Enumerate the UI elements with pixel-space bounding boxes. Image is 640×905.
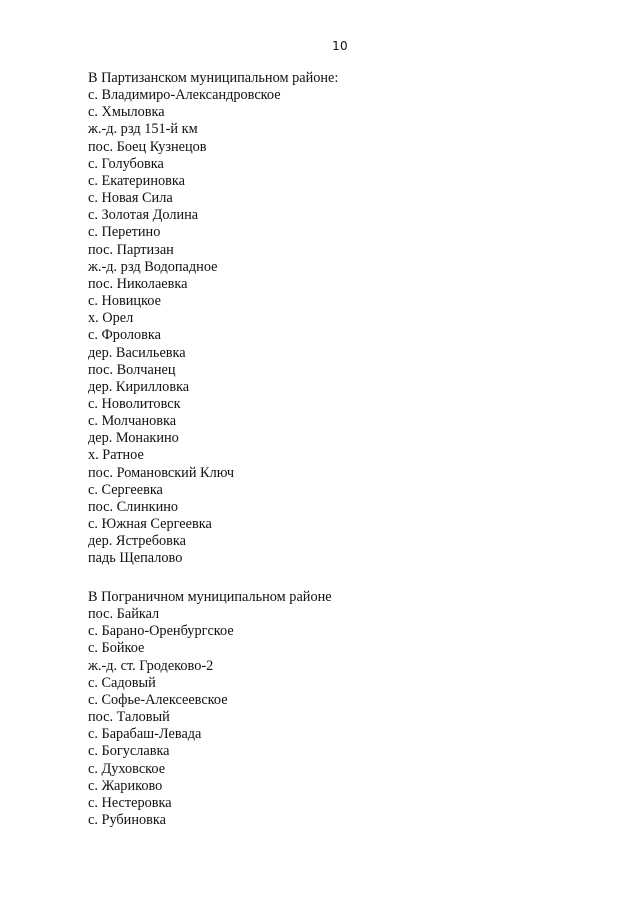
settlement-item: пос. Таловый (88, 709, 170, 726)
settlement-list (88, 606, 332, 829)
settlement-item: с. Владимиро-Александровское (88, 87, 281, 104)
settlement-item: ж.-д. рзд 151-й км (88, 121, 198, 138)
settlement-item: с. Нестеровка (88, 794, 172, 811)
settlement-item: пос. Партизан (88, 241, 174, 258)
section-heading: В Пограничном муниципальном районе (88, 589, 332, 605)
settlement-item: с. Фроловка (88, 327, 162, 344)
settlement-item: с. Перетино (88, 224, 161, 241)
settlement-item: ж.-д. рзд Водопадное (88, 258, 218, 275)
settlement-item: дер. Кирилловка (88, 378, 190, 395)
settlement-item: с. Софье-Алексеевское (88, 691, 228, 708)
page-number: 10 (332, 39, 348, 53)
settlement-item: дер. Ястребовка (88, 533, 186, 550)
settlement-item: с. Сергеевка (88, 481, 163, 498)
settlement-item: дер. Монакино (88, 430, 179, 447)
settlement-item: с. Хмыловка (88, 104, 165, 121)
settlement-item: с. Новолитовск (88, 395, 181, 412)
settlement-item: пос. Боец Кузнецов (88, 138, 207, 155)
settlement-item: с. Екатериновка (88, 172, 185, 189)
settlement-item: с. Голубовка (88, 155, 164, 172)
settlement-item: пос. Николаевка (88, 275, 188, 292)
settlement-item: пос. Слинкино (88, 498, 179, 515)
settlement-item: х. Орел (88, 310, 134, 327)
settlement-item: с. Новицкое (88, 293, 161, 310)
settlement-item: с. Барабаш-Левада (88, 726, 202, 743)
settlement-item: с. Барано-Оренбургское (88, 623, 234, 640)
settlement-item: с. Новая Сила (88, 190, 173, 207)
settlement-item: с. Духовское (88, 760, 166, 777)
settlement-item: с. Богуславка (88, 743, 170, 760)
settlement-item: с. Жариково (88, 777, 163, 794)
pogranichny-district-section (88, 589, 332, 829)
settlement-list (88, 87, 338, 567)
settlement-item: падь Щепалово (88, 550, 183, 567)
settlement-item: с. Садовый (88, 674, 156, 691)
settlement-item: с. Рубиновка (88, 812, 166, 829)
settlement-item: с. Бойкое (88, 640, 145, 657)
section-heading: В Партизанском муниципальном районе: (88, 70, 339, 86)
settlement-item: дер. Васильевка (88, 344, 186, 361)
settlement-item: с. Южная Сергеевка (88, 516, 212, 533)
settlement-item: с. Золотая Долина (88, 207, 199, 224)
partizansky-district-section (88, 70, 338, 568)
settlement-item: пос. Байкал (88, 606, 160, 623)
settlement-item: с. Молчановка (88, 413, 177, 430)
settlement-item: ж.-д. ст. Гродеково-2 (88, 657, 214, 674)
settlement-item: пос. Волчанец (88, 361, 176, 378)
settlement-item: пос. Романовский Ключ (88, 464, 235, 481)
settlement-item: х. Ратное (88, 447, 144, 464)
